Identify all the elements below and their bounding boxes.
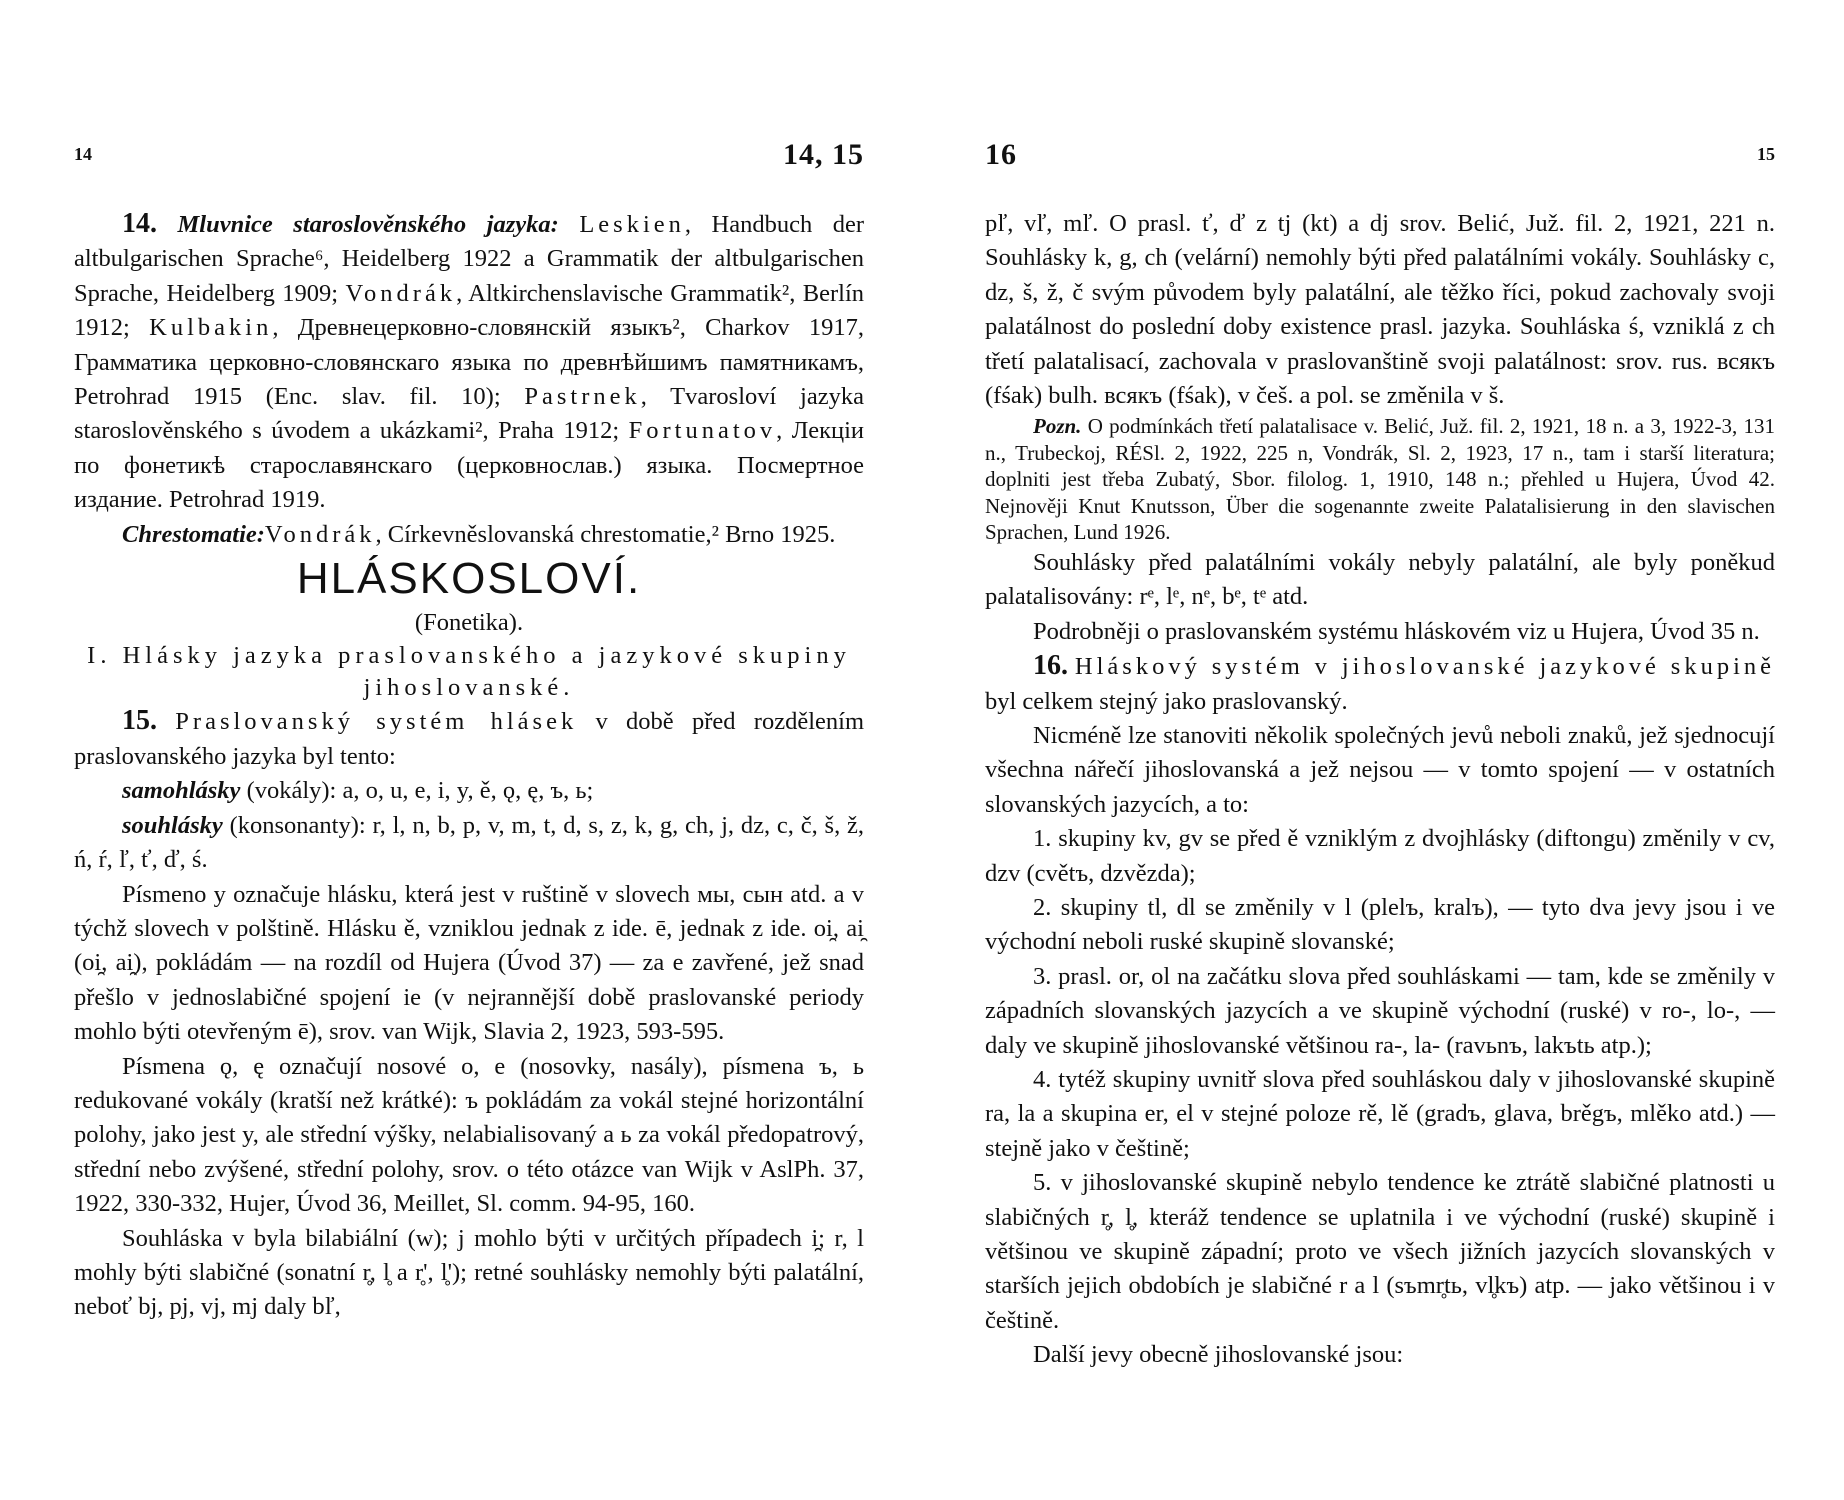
paragraph: Další jevy obecně jihoslovanské jsou: xyxy=(1033,1341,1404,1369)
section-number: 15. xyxy=(122,705,157,737)
section-lead: Hláskový systém v jihoslovanské jazykové skupině xyxy=(1074,653,1775,681)
note-text: O podmínkách třetí palatalisace v. Belić, Juž. fil. 2, 1921, 18 n. a 3, 1922-3, 131 n., Trubeckoj, RÉSl. 2, 1922, 225 n, Vondrák, Sl. 2, 1923, 17 n., tam i starší literatura; doplniti jest třeba Zubatý, Sbor. filolog. 1, 1910, 148 n.; přehled u Hujera, Úvod 42. Nejnověji Knut Knutsson, Über die sogenannte zweite Palatalisierung in den slavischen Sprachen, Lund 1926. xyxy=(985,414,1775,545)
author-name: Pastrnek xyxy=(524,383,641,411)
chrestomatie-label: Chrestomatie: xyxy=(122,520,265,548)
running-head: 16 xyxy=(985,138,1017,171)
author-name: Kulbakin xyxy=(149,314,273,342)
section-16-paragraph xyxy=(985,649,1775,719)
section-15-paragraph xyxy=(74,704,864,774)
right-page xyxy=(985,0,1775,1500)
text: , Církevněslovanská chrestomatie,² Brno 1925. xyxy=(375,520,836,548)
chapter-title: HLÁSKOSLOVÍ. xyxy=(296,554,642,604)
list-item: 5. v jihoslovanské skupině nebylo tendence ke ztrátě slabičné platnosti u slabičných r̥, l̥, kteráž tendence se uplatnila i ve východní (ruské) skupině i většinou ve skupině západní; proto ve všech jižních jazycích slovanských v starších jejich obdobích je slabičné r a l (sъmr̥tь, vl̥kъ) atp. — jako většinou i v češtině. xyxy=(985,1169,1775,1334)
section-14-paragraph xyxy=(74,207,864,518)
author-name: Leskien xyxy=(579,211,685,238)
paragraph: pľ, vľ, mľ. O prasl. ť, ď z tj (kt) a dj srov. Belić, Juž. fil. 2, 1921, 221 n. Souhlásky k, g, ch (velární) nemohly býti před palatálními vokály. Souhlásky c, dz, š, ž, č svým původem byly palatální, ale těžko říci, pokud zachovaly svoji palatálnost do poslední doby existence prasl. jazyka. Souhláska ś, vzniklá z ch třetí palatalisací, zachovala v praslovanštině svoji palatálnost: srov. rus. всякъ (fśak) bulh. всякъ (fśak), v češ. a pol. se změnila v š. xyxy=(985,210,1775,410)
list-item: 1. skupiny kv, gv se před ě vzniklým z dvojhlásky (diftongu) změnily v cv, dzv (cvětъ, dzvězda); xyxy=(985,825,1775,887)
chapter-subtitle: (Fonetika). xyxy=(414,609,524,637)
running-head: 14, 15 xyxy=(783,138,864,171)
list-item: 3. prasl. or, ol na začátku slova před souhláskami — tam, kde se změnily v západních slovanských jazycích a ve skupině východní (ruské) v ro-, lo-, — daly ve skupině jihoslovanské většinou ra-, la- (ravьnъ, lakъtь atp.); xyxy=(985,962,1775,1059)
vowels-line xyxy=(74,774,864,808)
paragraph: Písmena ǫ, ę označují nosové o, e (nosovky, nasály), písmena ъ, ь redukované vokály (kratší než krátké): ъ pokládám za vokál stejné horizontální polohy, jako jest y, ale střední výšky, nelabialisovaný a ь za vokál předopatrový, střední nebo zvýšené, střední polohy, srov. o této otázce van Wijk v AslPh. 37, 1922, 330-332, Hujer, Úvod 36, Meillet, Sl. comm. 94-95, 160. xyxy=(74,1052,864,1218)
section-lead: Praslovanský systém hlásek xyxy=(175,708,578,736)
note-label: Pozn. xyxy=(1033,414,1082,439)
text xyxy=(559,211,580,238)
left-page-header xyxy=(74,138,864,178)
text: (konsonanty): r, l, n, b, p, v, m, t, d, s, z, k, g, ch, j, dz, c, č, š, ž, ń, ŕ, ľ, ť, ď, ś. xyxy=(74,811,864,874)
list-item: 2. skupiny tl, dl se změnily v l (plelъ, kralъ), — tyto dva jevy jsou i ve východní neboli ruské skupině slovanské; xyxy=(985,894,1775,956)
section-title: Mluvnice staroslověnského jazyka: xyxy=(177,211,559,238)
paragraph: Souhlásky před palatálními vokály nebyly palatální, ale byly poněkud palatalisovány: rᵉ, lᵉ, nᵉ, bᵉ, tᵉ atd. xyxy=(985,548,1775,611)
text: , Altkirchenslavische Grammatik², Berlín 1912; xyxy=(74,279,864,342)
author-name: Vondrák xyxy=(264,520,376,548)
consonants-label: souhlásky xyxy=(122,811,223,839)
section-number: 14. xyxy=(122,208,157,239)
author-name: Vondrák xyxy=(345,279,457,307)
note-paragraph xyxy=(985,413,1775,546)
right-page-body xyxy=(985,207,1775,1373)
author-name: Fortunatov xyxy=(628,417,777,445)
paragraph: Písmeno y označuje hlásku, která jest v ruštině v slovech мы, сын atd. a v týchž slovech v polštině. Hlásku ě, vzniklou jednak z ide. ē, jednak z ide. oi̯, ai̯ (oi̯, ai̯), pokládám — na rozdíl od Hujera (Úvod 37) — za e zavřené, jež snad přešlo v jednoslabičné spojení ie (v nejrannější době praslovanské periody mohlo býti otevřeným ē), srov. van Wijk, Slavia 2, 1923, 593-595. xyxy=(74,880,864,1046)
right-page-header xyxy=(985,138,1775,178)
vowels-label: samohlásky xyxy=(122,777,241,805)
text: v době před rozdělením praslovanského jazyka byl tento: xyxy=(74,708,864,770)
text: (vokály): a, o, u, e, i, y, ě, ǫ, ę, ъ, ь; xyxy=(240,777,594,805)
left-page xyxy=(74,0,864,1500)
page-number: 14 xyxy=(74,144,92,164)
left-page-body xyxy=(74,207,864,1325)
paragraph: Souhláska v byla bilabiální (w); j mohlo býti v určitých případech i̯; r, l mohly býti slabičné (sonatní r̥, l̥ a r̥', l̥'); retné souhlásky nemohly býti palatální, neboť bj, pj, vj, mj daly bľ, xyxy=(74,1224,864,1321)
paragraph: Nicméně lze stanoviti několik společných jevů neboli znaků, jež sjednocují všechna nářečí jihoslovanská a jež nejsou — v tomto spojení — v ostatních slovanských jazycích, a to: xyxy=(985,721,1775,818)
page-number: 15 xyxy=(1757,144,1775,164)
list-item: 4. tytéž skupiny uvnitř slova před souhláskou daly v jihoslovanské skupině ra, la a skupina er, el v stejné poloze rě, lě (gradъ, glava, brěgъ, mlěko atd.) — stejně jako v češtině; xyxy=(985,1066,1775,1162)
text: , Лекцiи по фонетикѣ старославянскаго (церковнослав.) языка. Посмертное издание. Petrohrad 1919. xyxy=(74,417,864,514)
part-title: I. Hlásky jazyka praslovanského a jazykové skupiny jihoslovanské. xyxy=(87,642,851,702)
text: , Tvarosloví jazyka staroslověnského s úvodem a ukázkami², Praha 1912; xyxy=(74,383,864,445)
section-number: 16. xyxy=(1033,650,1068,682)
text: , Древнецерковно-словянскiй языкъ², Charkov 1917, Грамматика церковно-словянскаго языка по древнѣйшимъ памятникамъ, Petrohrad 1915 (Enc. slav. fil. 10); xyxy=(74,314,864,411)
chrestomatie-paragraph xyxy=(74,518,864,552)
paragraph: Podrobněji o praslovanském systému hláskovém viz u Hujera, Úvod 35 n. xyxy=(1033,617,1760,645)
text: , Handbuch der altbulgarischen Sprache⁶, Heidelberg 1922 a Grammatik der altbulgarischen Sprache, Heidelberg 1909; xyxy=(74,211,865,307)
consonants-line xyxy=(74,809,864,878)
text: byl celkem stejný jako praslovanský. xyxy=(985,687,1348,715)
